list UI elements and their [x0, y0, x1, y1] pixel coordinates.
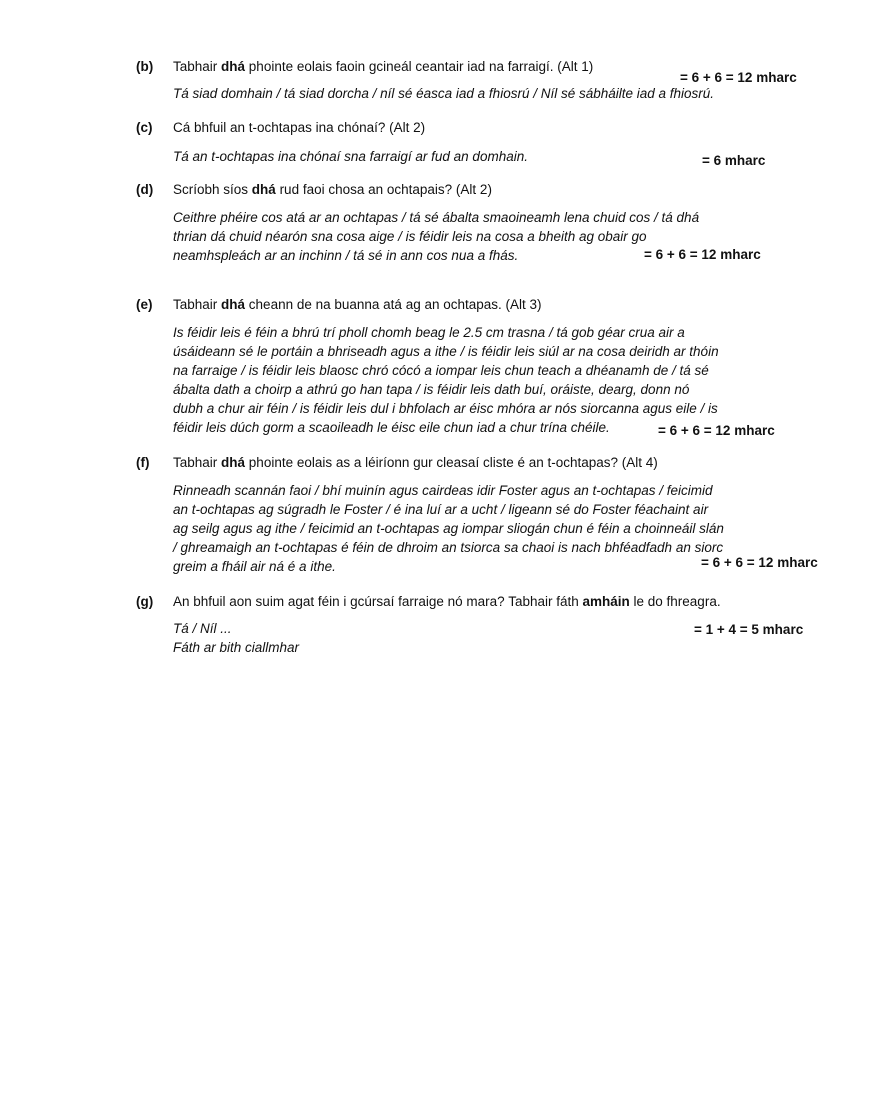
question-text: Tabhair dhá cheann de na buanna atá ag an ochtapas. (Alt 3) — [173, 297, 542, 312]
marks: = 6 mharc — [702, 153, 766, 168]
answer-text: Rinneadh scannán faoi / bhí muinín agus cairdeas idir Foster agus an t-ochtapas / feicimid an t-ochtapas ag súgradh le Foster / é ina luí ar a ucht / ligeann sé do Foster féachaint air ag seilg agus ag ithe / feicimid an t-ochtapas ag iompar sliogán chun é féin a choinneáil slán / ghreamaigh an t-ochtapas é féin de dhroim an tsiorca sa chaoi is nach bhféadfadh an siorc greim a fháil air ná é a ithe. — [173, 483, 724, 574]
question-text: An bhfuil aon suim agat féin i gcúrsaí farraige nó mara? Tabhair fáth amháin le do fhreagra. — [173, 594, 721, 609]
question-text: Scríobh síos dhá rud faoi chosa an ochtapais? (Alt 2) — [173, 182, 492, 197]
answer-text: Tá siad domhain / tá siad dorcha / níl sé éasca iad a fhiosrú / Níl sé sábháilte iad a fhiosrú. — [173, 86, 715, 101]
answer-text: Tá an t-ochtapas ina chónaí sna farraigí ar fud an domhain. — [173, 149, 528, 164]
answer-text: Ceithre phéire cos atá ar an ochtapas / tá sé ábalta smaoineamh lena chuid cos / tá dhá thrian dá chuid néarón sna cosa aige / is féidir leis na cosa a bheith ag obair go neamhspleách ar an inchinn / tá sé in ann cos nua a fhás. — [173, 210, 700, 263]
answer-text: Tá / Níl ... Fáth ar bith ciallmhar — [173, 621, 300, 655]
question-text: Tabhair dhá phointe eolais as a léiríonn gur cleasaí cliste é an t-ochtapas? (Alt 4) — [173, 455, 658, 470]
question-label: (b) — [136, 59, 154, 74]
question-label: (d) — [136, 182, 154, 197]
question-label: (e) — [136, 297, 153, 312]
marks: = 1 + 4 = 5 mharc — [694, 622, 804, 637]
marks: = 6 + 6 = 12 mharc — [644, 247, 761, 262]
marks: = 6 + 6 = 12 mharc — [701, 555, 818, 570]
marks: = 6 + 6 = 12 mharc — [680, 70, 797, 85]
question-label: (g) — [136, 594, 154, 609]
question-text: Tabhair dhá phointe eolais faoin gcineál ceantair iad na farraigí. (Alt 1) — [173, 59, 594, 74]
question-label: (c) — [136, 120, 153, 135]
marks: = 6 + 6 = 12 mharc — [658, 423, 775, 438]
question-text: Cá bhfuil an t-ochtapas ina chónaí? (Alt 2) — [173, 120, 426, 135]
question-label: (f) — [136, 455, 150, 470]
answer-text: Is féidir leis é féin a bhrú trí pholl chomh beag le 2.5 cm trasna / tá gob géar crua air a úsáideann sé le portáin a bhriseadh agus a ithe / is féidir leis siúl ar na cosa deiridh ar thóin na farraige / is féidir leis blaosc chró cócó a iompar leis chun teach a dhéanamh de / tá sé ábalta dath a choirp a athrú go han tapa / is féidir leis dath buí, oráiste, dearg, donn nó dubh a chur air féin / is féidir leis dul i bhfolach ar éisc mhóra ar nós siorcanna agus eile / is féidir leis dúch gorm a scaoileadh le éisc eile chun iad a chur trína chéile. — [173, 325, 719, 435]
